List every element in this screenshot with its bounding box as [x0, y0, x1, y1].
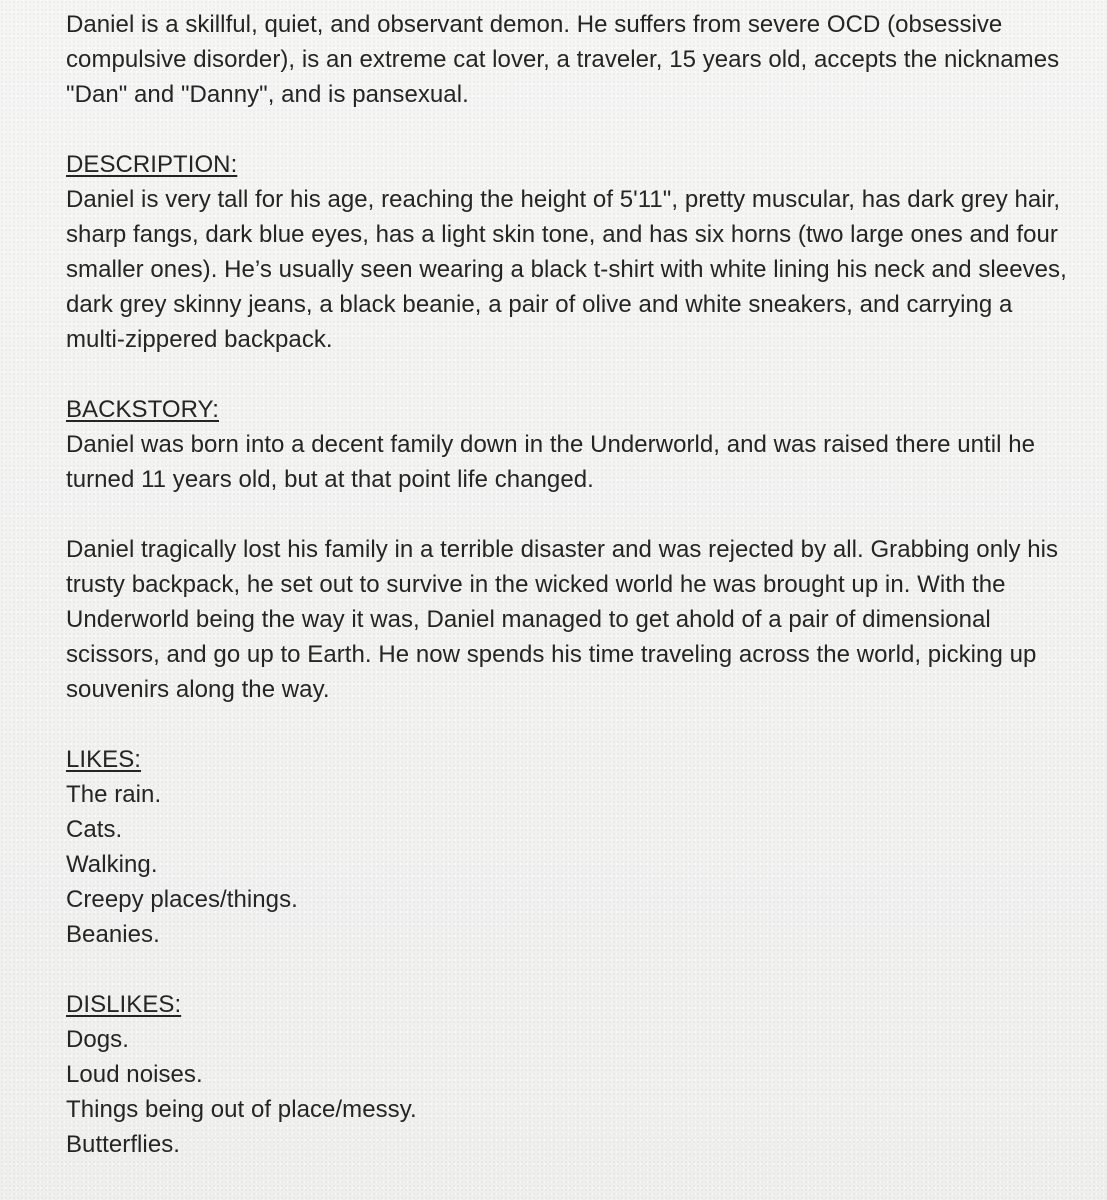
backstory-paragraph-1: Daniel was born into a decent family down in the Underworld, and was raised there until he turned 11 years old, but at that point life changed.	[66, 431, 1036, 493]
likes-heading: LIKES:	[66, 746, 142, 773]
backstory-section	[66, 392, 1067, 707]
description-heading: DESCRIPTION:	[66, 151, 238, 178]
intro-paragraph: Daniel is a skillful, quiet, and observant demon. He suffers from severe OCD (obsessive compulsive disorder), is an extreme cat lover, a traveler, 15 years old, accepts the nicknames "Dan" and "Danny", and is pansexual.	[66, 11, 1060, 108]
dislikes-item: Things being out of place/messy.	[66, 1096, 417, 1123]
likes-item: Beanies.	[66, 921, 160, 948]
backstory-heading: BACKSTORY:	[66, 396, 220, 423]
dislikes-section	[66, 987, 1067, 1162]
description-section	[66, 147, 1067, 357]
likes-item: The rain.	[66, 781, 162, 808]
dislikes-heading: DISLIKES:	[66, 991, 182, 1018]
likes-section	[66, 742, 1067, 952]
likes-item: Creepy places/things.	[66, 886, 298, 913]
backstory-paragraph-2: Daniel tragically lost his family in a terrible disaster and was rejected by all. Grabbing only his trusty backpack, he set out to survive in the wicked world he was brought up in. With the Underworld being the way it was, Daniel managed to get ahold of a pair of dimensional scissors, and go up to Earth. He now spends his time traveling across the world, picking up souvenirs along the way.	[66, 536, 1059, 703]
description-paragraph: Daniel is very tall for his age, reaching the height of 5'11", pretty muscular, has dark grey hair, sharp fangs, dark blue eyes, has a light skin tone, and has six horns (two large ones and four smaller ones). He’s usually seen wearing a black t-shirt with white lining his neck and sleeves, dark grey skinny jeans, a black beanie, a pair of olive and white sneakers, and carrying a multi-zippered backpack.	[66, 186, 1067, 353]
likes-item: Cats.	[66, 816, 123, 843]
dislikes-item: Dogs.	[66, 1026, 129, 1053]
dislikes-item: Butterflies.	[66, 1131, 180, 1158]
dislikes-item: Loud noises.	[66, 1061, 203, 1088]
likes-item: Walking.	[66, 851, 158, 878]
